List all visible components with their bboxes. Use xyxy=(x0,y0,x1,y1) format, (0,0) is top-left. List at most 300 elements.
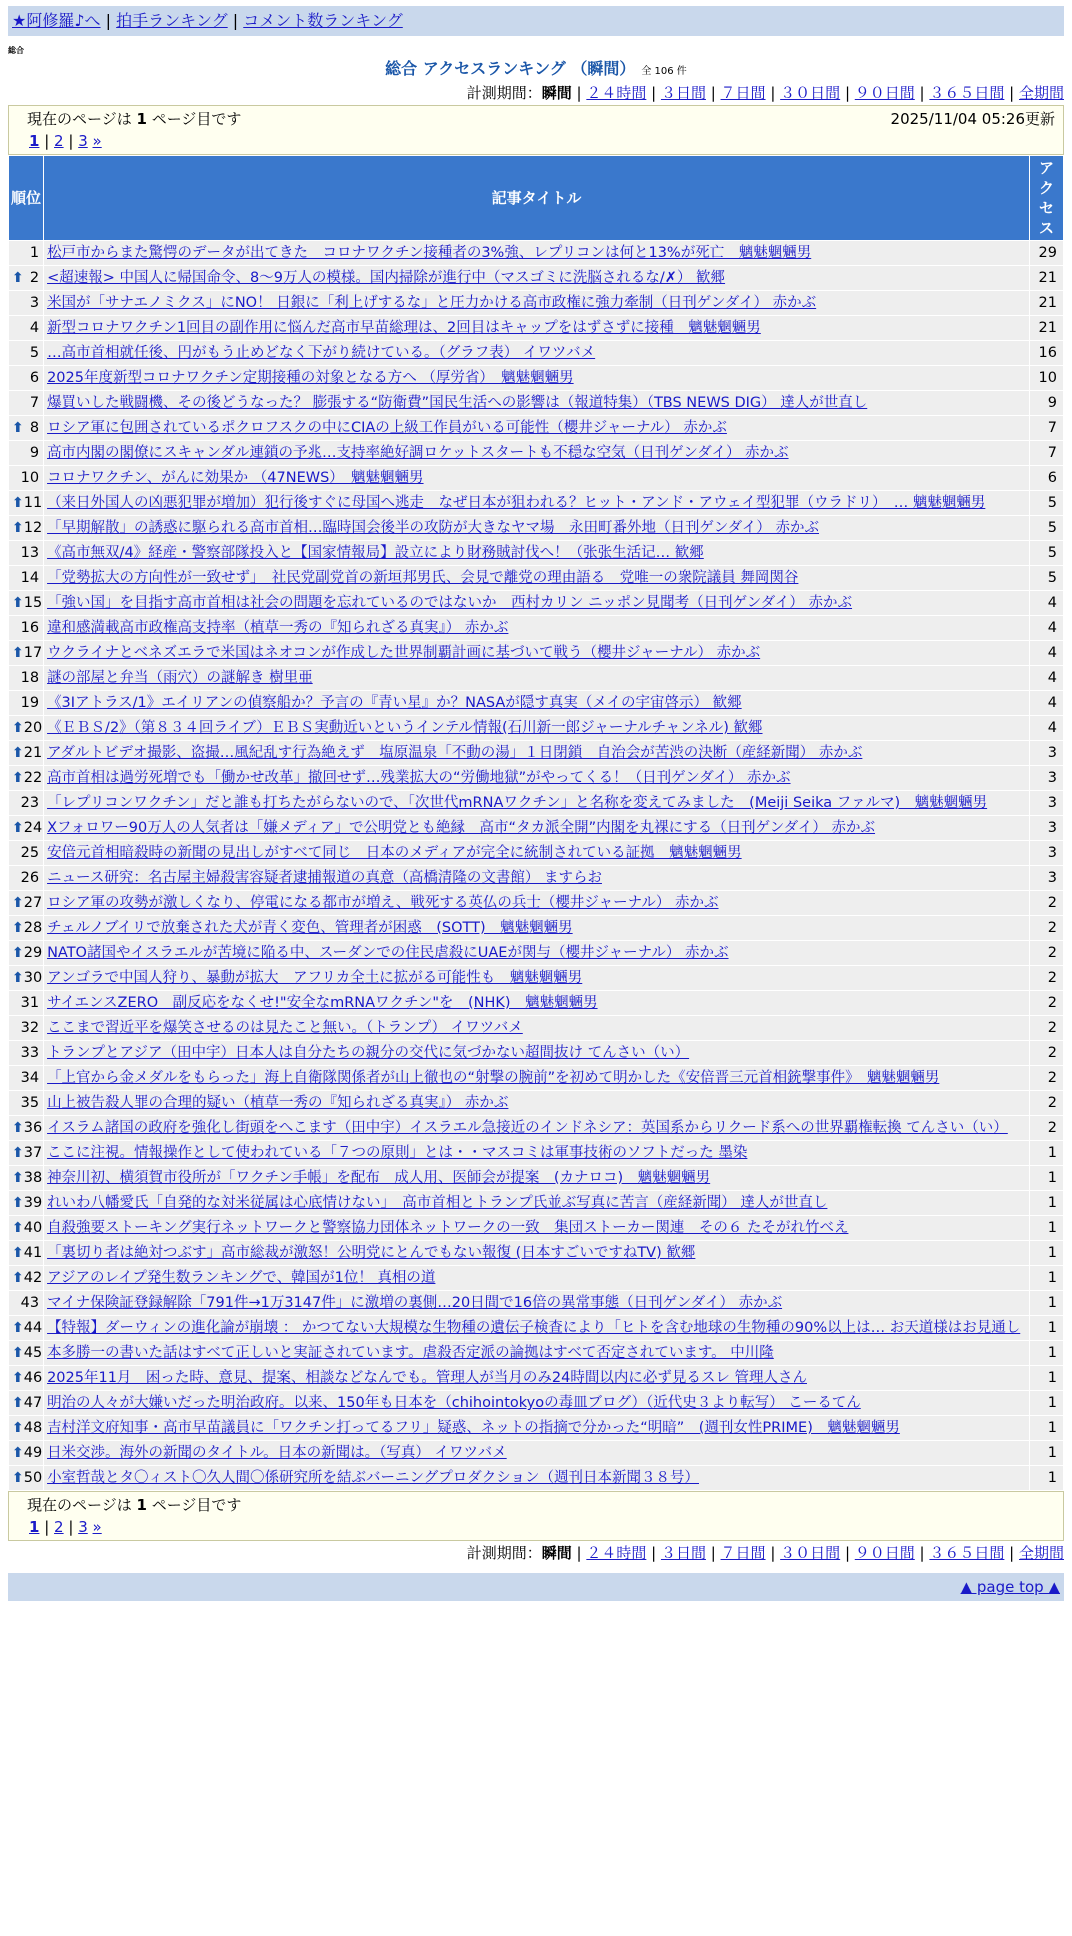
footer-bar xyxy=(8,1573,1064,1601)
table-row xyxy=(9,666,1063,690)
table-row xyxy=(9,866,1063,890)
table-row xyxy=(9,691,1063,715)
page-status-current: 1 xyxy=(136,110,147,128)
access-count: 21 xyxy=(1030,316,1063,340)
article-link[interactable]: 神奈川初、横須賀市役所が「ワクチン手帳」を配布 成人用、医師会が提案 (カナロコ) 魑魅魍魎男 xyxy=(47,1170,711,1186)
title-cell xyxy=(44,866,1029,890)
period-separator: | xyxy=(646,84,661,102)
rank-number: 29 xyxy=(23,945,43,961)
article-link[interactable]: 山上被告殺人罪の合理的疑い（植草一秀の『知られざる真実』） 赤かぶ xyxy=(47,1095,509,1111)
up-arrow-icon: ⬆ xyxy=(12,1270,24,1286)
rank-number: 2 xyxy=(29,270,40,286)
page-link-3[interactable]: 3 xyxy=(78,1518,88,1536)
period-link[interactable]: ７日間 xyxy=(720,84,766,102)
period-link[interactable]: 全期間 xyxy=(1018,1544,1064,1562)
page-link-2[interactable]: 2 xyxy=(54,1518,64,1536)
rank-cell xyxy=(9,1216,43,1240)
page-status-prefix: 現在のページは xyxy=(27,1496,132,1514)
rank-number: 37 xyxy=(23,1145,43,1161)
up-arrow-icon: ⬆ xyxy=(12,1220,24,1236)
table-row xyxy=(9,841,1063,865)
rank-cell xyxy=(9,1316,43,1340)
article-link[interactable]: ロシア軍の攻勢が激しくなり、停電になる都市が増え、戦死する英仏の兵士（櫻井ジャーナル） 赤かぶ xyxy=(47,895,719,911)
table-row xyxy=(9,416,1063,440)
rank-cell xyxy=(9,891,43,915)
rank-number: 1 xyxy=(29,245,40,261)
rank-number: 44 xyxy=(23,1320,43,1336)
table-row xyxy=(9,466,1063,490)
rank-cell xyxy=(9,966,43,990)
period-label: 計測期間： xyxy=(466,84,542,102)
up-arrow-icon: ⬆ xyxy=(12,645,24,661)
article-link[interactable]: 爆買いした戦闘機、その後どうなった？ 膨張する“防衛費”国民生活への影響は（報道特集）（TBS NEWS DIG） 達人が世直し xyxy=(47,395,868,411)
period-separator: | xyxy=(646,1544,661,1562)
access-count: 1 xyxy=(1030,1416,1063,1440)
page-link-next[interactable]: » xyxy=(92,1518,102,1536)
access-count: 4 xyxy=(1030,691,1063,715)
access-count: 2 xyxy=(1030,1041,1063,1065)
table-row xyxy=(9,541,1063,565)
article-link[interactable]: れいわ八幡愛氏「自発的な対米従属は心底情けない」 高市首相とトランプ氏並ぶ写真に苦言（産経新聞） 達人が世直し xyxy=(47,1195,828,1211)
article-link[interactable]: 米国が「サナエノミクス」にNO！ 日銀に「利上げするな」と圧力かける高市政権に強力牽制（日刊ゲンダイ） 赤かぶ xyxy=(47,295,817,311)
rank-number: 17 xyxy=(23,645,43,661)
rank-cell xyxy=(9,741,43,765)
table-row xyxy=(9,241,1063,265)
rank-number: 45 xyxy=(23,1345,43,1361)
article-link[interactable]: 「早期解散」の誘惑に駆られる高市首相…臨時国会後半の攻防が大きなヤマ場 永田町番外地（日刊ゲンダイ） 赤かぶ xyxy=(47,520,820,536)
rank-cell xyxy=(9,916,43,940)
article-link[interactable]: 新型コロナワクチン1回目の副作用に悩んだ高市早苗総理は、2回目はキャップをはずさずに接種 魑魅魍魎男 xyxy=(47,320,761,336)
rank-cell xyxy=(9,591,43,615)
rank-number: 40 xyxy=(23,1220,43,1236)
rank-cell xyxy=(9,391,43,415)
rank-number: 26 xyxy=(20,870,40,886)
title-cell xyxy=(44,1266,1029,1290)
access-count: 9 xyxy=(1030,391,1063,415)
rank-cell xyxy=(9,791,43,815)
table-row xyxy=(9,1291,1063,1315)
period-link[interactable]: 全期間 xyxy=(1018,84,1064,102)
period-separator: | xyxy=(914,84,930,102)
access-count: 2 xyxy=(1030,916,1063,940)
access-count: 16 xyxy=(1030,341,1063,365)
article-link[interactable]: 謎の部屋と弁当（雨穴）の謎解き 樹里亜 xyxy=(47,670,313,686)
rank-cell xyxy=(9,1166,43,1190)
title-cell xyxy=(44,591,1029,615)
table-row xyxy=(9,716,1063,740)
table-row xyxy=(9,766,1063,790)
article-link[interactable]: 《ＥＢＳ/2》（第８３４回ライブ）ＥＢＳ実動近いというインテル情報(石川新一郎ジャーナルチャンネル) 歓郷 xyxy=(47,720,763,736)
article-link[interactable]: 本多勝一の書いた話はすべて正しいと実証されています。虐殺否定派の論拠はすべて否定されています。 中川隆 xyxy=(47,1345,774,1361)
rank-number: 5 xyxy=(29,345,40,361)
access-count: 4 xyxy=(1030,591,1063,615)
rank-number: 13 xyxy=(20,545,40,561)
article-link[interactable]: 違和感満載高市政権高支持率（植草一秀の『知られざる真実』） 赤かぶ xyxy=(47,620,509,636)
page-status-suffix: ページ目です xyxy=(151,1496,242,1514)
page-link-current[interactable]: 1 xyxy=(29,132,40,150)
access-count: 2 xyxy=(1030,891,1063,915)
period-separator: | xyxy=(914,1544,930,1562)
up-arrow-icon: ⬆ xyxy=(12,745,24,761)
title-cell xyxy=(44,341,1029,365)
page-status xyxy=(27,108,241,130)
rank-number: 21 xyxy=(23,745,43,761)
title-cell xyxy=(44,1291,1029,1315)
table-row xyxy=(9,1141,1063,1165)
up-arrow-icon: ⬆ xyxy=(12,1445,24,1461)
title-cell xyxy=(44,1316,1029,1340)
access-count: 1 xyxy=(1030,1266,1063,1290)
period-link[interactable]: ３６５日間 xyxy=(929,1544,1005,1562)
article-link[interactable]: 「強い国」を目指す高市首相は社会の問題を忘れているのではないか 西村カリン ニッポン見聞考（日刊ゲンダイ） 赤かぶ xyxy=(47,595,853,611)
table-row xyxy=(9,1341,1063,1365)
title-cell xyxy=(44,541,1029,565)
rank-number: 14 xyxy=(20,570,40,586)
article-link[interactable]: 2025年11月 困った時、意見、提案、相談などなんでも。管理人が当月のみ24時間以内に必ず見るスレ 管理人さん xyxy=(47,1370,807,1386)
article-link[interactable]: アダルトビデオ撮影、盗撮…風紀乱す行為絶えず 塩原温泉「不動の湯」１日閉鎖 自治会が苦渋の決断（産経新聞） 赤かぶ xyxy=(47,745,863,761)
rank-cell xyxy=(9,1266,43,1290)
up-arrow-icon: ⬆ xyxy=(12,1370,24,1386)
up-arrow-icon: ⬆ xyxy=(12,820,24,836)
access-count: 4 xyxy=(1030,641,1063,665)
rank-cell xyxy=(9,416,43,440)
table-row xyxy=(9,366,1063,390)
nav-link-ashura[interactable]: ★阿修羅♪へ xyxy=(12,11,101,30)
page-link-3[interactable]: 3 xyxy=(78,132,88,150)
up-arrow-icon: ⬆ xyxy=(12,595,24,611)
updated-timestamp: 2025/11/04 05:26更新 xyxy=(890,110,1055,128)
period-link[interactable]: ９０日間 xyxy=(854,84,915,102)
article-link[interactable]: 「裏切り者は絶対つぶす」高市総裁が激怒！公明党にとんでもない報復 (日本すごいですねTV) 歓郷 xyxy=(47,1245,696,1261)
title-cell xyxy=(44,1241,1029,1265)
title-cell xyxy=(44,316,1029,340)
access-count: 7 xyxy=(1030,416,1063,440)
up-arrow-icon: ⬆ xyxy=(12,270,24,286)
period-link[interactable]: ３日間 xyxy=(660,84,706,102)
article-link[interactable]: 【特報】ダーウィンの進化論が崩壊 ： かつてない大規模な生物種の遺伝子検査により「ヒトを含む地球の生物種の90%以上は… お天道様はお見通し xyxy=(47,1320,1021,1336)
article-link[interactable]: 「レプリコンワクチン」だと誰も打ちたがらないので、「次世代mRNAワクチン」と名称を変えてみました (Meiji Seika ファルマ) 魑魅魍魎男 xyxy=(47,795,988,811)
period-link[interactable]: ３６５日間 xyxy=(929,84,1005,102)
column-header-rank: 順位 xyxy=(9,156,43,240)
rank-cell xyxy=(9,841,43,865)
period-separator: | xyxy=(840,1544,855,1562)
up-arrow-icon: ⬆ xyxy=(12,1120,24,1136)
title-cell xyxy=(44,1041,1029,1065)
rank-number: 7 xyxy=(29,395,40,411)
article-link[interactable]: 安倍元首相暗殺時の新聞の見出しがすべて同じ 日本のメディアが完全に統制されている証拠 魑魅魍魎男 xyxy=(47,845,742,861)
access-count: 1 xyxy=(1030,1216,1063,1240)
article-link[interactable]: アンゴラで中国人狩り、暴動が拡大 アフリカ全土に拡がる可能性も 魑魅魍魎男 xyxy=(47,970,583,986)
table-row xyxy=(9,816,1063,840)
rank-number: 11 xyxy=(23,495,43,511)
article-link[interactable]: Xフォロワー90万人の人気者は「嫌メディア」で公明党とも絶縁 高市“タカ派全開”内閣を丸裸にする（日刊ゲンダイ） 赤かぶ xyxy=(47,820,876,836)
period-separator: | xyxy=(1004,84,1019,102)
rank-cell xyxy=(9,341,43,365)
rank-cell xyxy=(9,816,43,840)
rank-number: 36 xyxy=(23,1120,43,1136)
page-status-suffix: ページ目です xyxy=(151,110,242,128)
title-cell xyxy=(44,641,1029,665)
rank-cell xyxy=(9,491,43,515)
period-link[interactable]: ３０日間 xyxy=(780,84,841,102)
access-count: 3 xyxy=(1030,791,1063,815)
rank-cell xyxy=(9,941,43,965)
access-count: 1 xyxy=(1030,1291,1063,1315)
article-link[interactable]: 《3Iアトラス/1》エイリアンの偵察船か？予言の『青い星』か？NASAが隠す真実（メイの宇宙啓示） 歓郷 xyxy=(47,695,742,711)
rank-cell xyxy=(9,991,43,1015)
article-link[interactable]: 「上官から金メダルをもらった」海上自衛隊関係者が山上徹也の“射撃の腕前”を初めて明かした《安倍晋三元首相銃撃事件》 魑魅魍魎男 xyxy=(47,1070,940,1086)
access-count: 2 xyxy=(1030,1091,1063,1115)
title-cell xyxy=(44,691,1029,715)
rank-number: 35 xyxy=(20,1095,40,1111)
table-row xyxy=(9,1466,1063,1490)
title-cell xyxy=(44,841,1029,865)
rank-number: 34 xyxy=(20,1070,40,1086)
period-selector-bottom xyxy=(0,1541,1064,1565)
title-cell xyxy=(44,1066,1029,1090)
rank-number: 15 xyxy=(23,595,43,611)
page-link-2[interactable]: 2 xyxy=(54,132,64,150)
access-count: 5 xyxy=(1030,491,1063,515)
pagination-box xyxy=(8,105,1064,155)
pager xyxy=(27,1516,1055,1538)
rank-cell xyxy=(9,1416,43,1440)
rank-number: 12 xyxy=(23,520,43,536)
period-link[interactable]: ２４時間 xyxy=(586,84,647,102)
article-link[interactable]: ロシア軍に包囲されているポクロフスクの中にCIAの上級工作員がいる可能性（櫻井ジャーナル） 赤かぶ xyxy=(47,420,727,436)
up-arrow-icon: ⬆ xyxy=(12,945,24,961)
period-link[interactable]: ７日間 xyxy=(720,1544,766,1562)
up-arrow-icon: ⬆ xyxy=(12,1320,24,1336)
page-link-next[interactable]: » xyxy=(92,132,102,150)
title-cell xyxy=(44,1466,1029,1490)
access-count: 1 xyxy=(1030,1341,1063,1365)
nav-separator: | xyxy=(105,11,117,30)
title-cell xyxy=(44,766,1029,790)
table-row xyxy=(9,441,1063,465)
title-cell xyxy=(44,966,1029,990)
title-cell xyxy=(44,816,1029,840)
rank-cell xyxy=(9,1091,43,1115)
access-count: 5 xyxy=(1030,566,1063,590)
nav-link-comment-ranking[interactable]: コメント数ランキング xyxy=(243,11,403,30)
title-cell xyxy=(44,941,1029,965)
article-link[interactable]: ここに注視。情報操作として使われている「７つの原則」とは・・マスコミは軍事技術のソフトだった 墨染 xyxy=(47,1145,748,1161)
access-count: 2 xyxy=(1030,966,1063,990)
table-row xyxy=(9,391,1063,415)
title-cell xyxy=(44,391,1029,415)
access-count: 1 xyxy=(1030,1441,1063,1465)
table-row xyxy=(9,1066,1063,1090)
period-link[interactable]: ９０日間 xyxy=(854,1544,915,1562)
period-label: 計測期間： xyxy=(466,1544,542,1562)
article-link[interactable]: NATO諸国やイスラエルが苦境に陥る中、スーダンでの住民虐殺にUAEが関与（櫻井ジャーナル） 赤かぶ xyxy=(47,945,729,961)
article-link[interactable]: 《高市無双/4》経産・警察部隊投入と【国家情報局】設立により財務賊討伐へ！（张张生活记… 歓郷 xyxy=(47,545,704,561)
title-cell xyxy=(44,1116,1029,1140)
article-link[interactable]: イスラム諸国の政府を強化し街頭をへこます（田中宇）イスラエル急接近のインドネシア：英国系からリクード系への世界覇権転換 てんさい（い） xyxy=(47,1120,1008,1136)
access-count: 1 xyxy=(1030,1391,1063,1415)
article-link[interactable]: 吉村洋文府知事・高市早苗議員に「ワクチン打ってるフリ」疑惑、ネットの指摘で分かった“明暗” (週刊女性PRIME) 魑魅魍魎男 xyxy=(47,1420,900,1436)
table-row xyxy=(9,341,1063,365)
access-count: 6 xyxy=(1030,466,1063,490)
table-row xyxy=(9,1216,1063,1240)
access-count: 3 xyxy=(1030,741,1063,765)
section-tag: 総合 xyxy=(8,46,24,55)
article-link[interactable]: マイナ保険証登録解除「791件→1万3147件」に激増の裏側…20日間で16倍の異常事態（日刊ゲンダイ） 赤かぶ xyxy=(47,1295,783,1311)
access-count: 3 xyxy=(1030,816,1063,840)
table-row xyxy=(9,516,1063,540)
article-link[interactable]: ウクライナとベネズエラで米国はネオコンが作成した世界制覇計画に基づいて戦う（櫻井ジャーナル） 赤かぶ xyxy=(47,645,761,661)
rank-number: 48 xyxy=(23,1420,43,1436)
pager-separator: | xyxy=(68,1518,79,1536)
title-cell xyxy=(44,741,1029,765)
title-cell xyxy=(44,366,1029,390)
article-link[interactable]: 日米交渉。海外の新聞のタイトル。日本の新聞は。（写真） イワツバメ xyxy=(47,1445,507,1461)
table-row xyxy=(9,566,1063,590)
access-count: 21 xyxy=(1030,266,1063,290)
title-cell xyxy=(44,716,1029,740)
article-link[interactable]: （来日外国人の凶悪犯罪が増加）犯行後すぐに母国へ逃走 なぜ日本が狙われる？ヒット・アンド・アウェイ型犯罪（ウラドリ） … 魑魅魍魎男 xyxy=(47,495,986,511)
table-row xyxy=(9,641,1063,665)
article-link[interactable]: 小室哲哉とタ〇ィスト〇久人間〇係研究所を結ぶバーニングプロダクション（週刊日本新聞３８号） xyxy=(47,1470,699,1486)
rank-cell xyxy=(9,1141,43,1165)
rank-number: 31 xyxy=(20,995,40,1011)
pager xyxy=(27,130,1055,152)
table-row xyxy=(9,316,1063,340)
article-link[interactable]: …高市首相就任後、円がもう止めどなく下がり続けている。（グラフ表） イワツバメ xyxy=(47,345,596,361)
title-cell xyxy=(44,1391,1029,1415)
period-separator: | xyxy=(765,84,781,102)
table-row xyxy=(9,1241,1063,1265)
table-row xyxy=(9,791,1063,815)
period-current: 瞬間 xyxy=(541,84,572,102)
title-cell xyxy=(44,891,1029,915)
rank-cell xyxy=(9,441,43,465)
table-row xyxy=(9,1041,1063,1065)
total-count: 全 106 件 xyxy=(641,66,687,77)
access-count: 5 xyxy=(1030,541,1063,565)
rank-cell xyxy=(9,691,43,715)
rank-cell xyxy=(9,291,43,315)
title-cell xyxy=(44,291,1029,315)
access-count: 2 xyxy=(1030,1066,1063,1090)
up-arrow-icon: ⬆ xyxy=(12,1395,24,1411)
rank-number: 25 xyxy=(20,845,40,861)
article-link[interactable]: 「党勢拡大の方向性が一致せず」 社民党副党首の新垣邦男氏、会見で離党の理由語る 党唯一の衆院議員 舞岡関谷 xyxy=(47,570,799,586)
table-row xyxy=(9,941,1063,965)
rank-number: 8 xyxy=(29,420,40,436)
article-link[interactable]: ここまで習近平を爆笑させるのは見たこと無い。（トランプ） イワツバメ xyxy=(47,1020,523,1036)
rank-cell xyxy=(9,1291,43,1315)
up-arrow-icon: ⬆ xyxy=(12,495,24,511)
rank-number: 20 xyxy=(23,720,43,736)
table-row xyxy=(9,1366,1063,1390)
table-row xyxy=(9,1391,1063,1415)
period-link[interactable]: ３０日間 xyxy=(780,1544,841,1562)
rank-cell xyxy=(9,1366,43,1390)
up-arrow-icon: ⬆ xyxy=(12,1345,24,1361)
rank-number: 16 xyxy=(20,620,40,636)
access-count: 1 xyxy=(1030,1191,1063,1215)
title-cell xyxy=(44,1341,1029,1365)
table-row xyxy=(9,491,1063,515)
period-link[interactable]: ２４時間 xyxy=(586,1544,647,1562)
rank-cell xyxy=(9,1066,43,1090)
rank-cell xyxy=(9,766,43,790)
access-count: 21 xyxy=(1030,291,1063,315)
rank-number: 47 xyxy=(23,1395,43,1411)
article-link[interactable]: チェルノブイリで放棄された犬が青く変色、管理者が困惑 (SOTT) 魑魅魍魎男 xyxy=(47,920,573,936)
access-count: 4 xyxy=(1030,616,1063,640)
rank-cell xyxy=(9,716,43,740)
rank-number: 39 xyxy=(23,1195,43,1211)
article-link[interactable]: アジアのレイプ発生数ランキングで、韓国が1位！ 真相の道 xyxy=(47,1270,436,1286)
period-link[interactable]: ３日間 xyxy=(660,1544,706,1562)
rank-cell xyxy=(9,1191,43,1215)
table-row xyxy=(9,966,1063,990)
article-link[interactable]: コロナワクチン、がんに効果か （47NEWS） 魑魅魍魎男 xyxy=(47,470,424,486)
ranking-rows xyxy=(9,241,1063,1490)
rank-number: 22 xyxy=(23,770,43,786)
title-cell xyxy=(44,416,1029,440)
table-row xyxy=(9,891,1063,915)
article-link[interactable]: トランプとアジア（田中宇）日本人は自分たちの親分の交代に気づかない超間抜け てんさい（い） xyxy=(47,1045,690,1061)
pagination-box-bottom xyxy=(8,1491,1064,1541)
up-arrow-icon: ⬆ xyxy=(12,1145,24,1161)
article-link[interactable]: 高市内閣の閣僚にスキャンダル連鎖の予兆…支持率絶好調ロケットスタートも不穏な空気（日刊ゲンダイ） 赤かぶ xyxy=(47,445,789,461)
title-cell xyxy=(44,1191,1029,1215)
top-nav xyxy=(8,6,1064,36)
rank-number: 50 xyxy=(23,1470,43,1486)
rank-number: 27 xyxy=(23,895,43,911)
article-link[interactable]: 高市首相は過労死増でも「働かせ改革」撤回せず…残業拡大の“労働地獄”がやってくる！（日刊ゲンダイ） 赤かぶ xyxy=(47,770,791,786)
up-arrow-icon: ⬆ xyxy=(12,1420,24,1436)
page-link-current[interactable]: 1 xyxy=(29,1518,40,1536)
nav-link-applause-ranking[interactable]: 拍手ランキング xyxy=(116,11,228,30)
article-link[interactable]: 明治の人々が大嫌いだった明治政府。以来、150年も日本を（chihointokyoの毒皿ブログ）（近代史３より転写） こーるてん xyxy=(47,1395,861,1411)
table-row xyxy=(9,591,1063,615)
access-count: 10 xyxy=(1030,366,1063,390)
article-link[interactable]: ニュース研究：名古屋主婦殺害容疑者逮捕報道の真意（高橋清隆の文書館） ますらお xyxy=(47,870,602,886)
article-link[interactable]: 松戸市からまた驚愕のデータが出てきた コロナワクチン接種者の3%強、レプリコンは何と13%が死亡 魑魅魍魎男 xyxy=(47,245,812,261)
article-link[interactable]: 2025年度新型コロナワクチン定期接種の対象となる方へ （厚労省） 魑魅魍魎男 xyxy=(47,370,574,386)
title-cell xyxy=(44,1091,1029,1115)
title-cell xyxy=(44,916,1029,940)
table-row xyxy=(9,291,1063,315)
rank-cell xyxy=(9,516,43,540)
rank-number: 4 xyxy=(29,320,40,336)
article-link[interactable]: サイエンスZERO 副反応をなくせ!"安全なmRNAワクチン"を (NHK) 魑魅魍魎男 xyxy=(47,995,598,1011)
column-header-title: 記事タイトル xyxy=(44,156,1029,240)
rank-number: 18 xyxy=(20,670,40,686)
page-title: 総合 アクセスランキング （瞬間） xyxy=(385,59,636,78)
table-row xyxy=(9,1016,1063,1040)
up-arrow-icon: ⬆ xyxy=(12,520,24,536)
period-separator: | xyxy=(705,84,721,102)
article-link[interactable]: <超速報> 中国人に帰国命令、8～9万人の模様。国内掃除が進行中（マスゴミに洗脳されるな/✗） 歓郷 xyxy=(47,270,726,286)
ranking-table xyxy=(8,155,1064,1491)
title-cell xyxy=(44,1166,1029,1190)
access-count: 2 xyxy=(1030,1116,1063,1140)
period-separator: | xyxy=(840,84,855,102)
table-row xyxy=(9,1316,1063,1340)
rank-number: 19 xyxy=(20,695,40,711)
access-count: 1 xyxy=(1030,1366,1063,1390)
article-link[interactable]: 自殺強要ストーキング実行ネットワークと警察協力団体ネットワークの一致 集団ストーカー関連 その６ たそがれ竹べえ xyxy=(47,1220,849,1236)
title-cell xyxy=(44,441,1029,465)
up-arrow-icon: ⬆ xyxy=(12,1470,24,1486)
page-top-link[interactable]: ▲ page top ▲ xyxy=(960,1578,1060,1596)
